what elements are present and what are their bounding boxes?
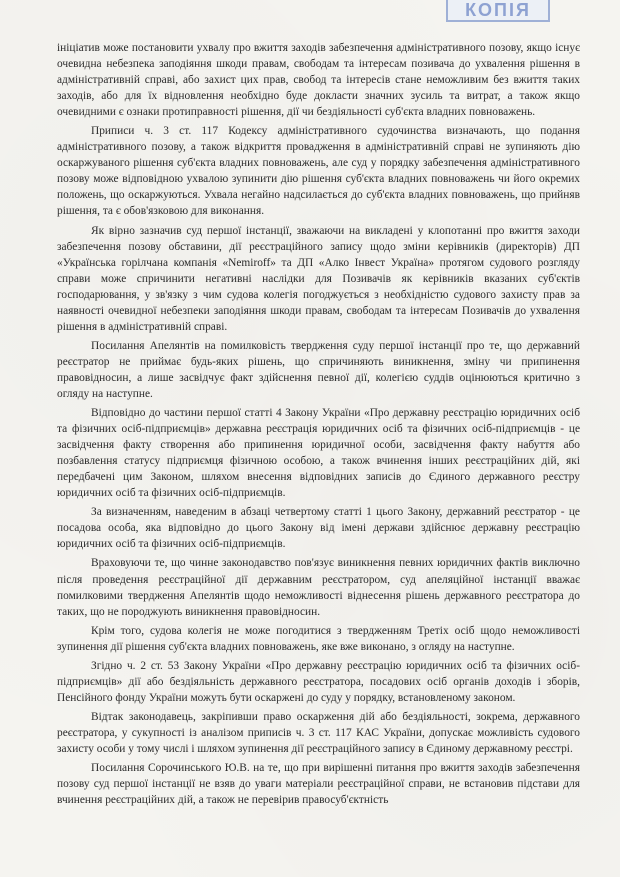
- copy-stamp: КОПІЯ: [446, 0, 550, 22]
- paragraph-4: Посилання Апелянтів на помилковість твердження суду першої інстанції про те, що державний реєстратор не приймає будь-яких рішень, що спричиняють виникнення, зміну чи припинення правовідносин, а лише засвідчує факт здійснення певної дії, колегією суддів оцінюються критично з огляду на наступне.: [57, 339, 580, 400]
- paragraph-3: Як вірно зазначив суд першої інстанції, зважаючи на викладені у клопотанні про вжиття заходи забезпечення позову обставини, дії реєстраційного запису щодо зміни керівників (директорів) ДП «Українська горілчана компанія «Nemiroff» та ДП «Алко Інвест Україна» протягом судового розгляду справи може спричинити негативні наслідки для Позивачів як керівників вказаних суб'єктів господарювання, у зв'язку з чим судова колегія погоджується з необхідністю судового захисту прав за наявності очевидної небезпеки заподіяння шкоди правам, свободам та інтересам Позивачів до ухвалення рішення в адміністративній справі.: [57, 224, 580, 333]
- paragraph-11: Посилання Сорочинського Ю.В. на те, що при вирішенні питання про вжиття заходів забезпечення позову суд першої інстанції не взяв до уваги матеріали реєстраційної справи, не встановив підстави для вчинення реєстраційних дій, а також не перевірив правосуб'єктність: [57, 762, 580, 807]
- paragraph-7: Враховуючи те, що чинне законодавство пов'язує виникнення певних юридичних фактів виключно після проведення реєстраційної дії державним реєстратором, суд апеляційної інстанції вважає помилковими твердження Апелянтів щодо неможливості віднесення рішень державного реєстратора до таких, що не породжують виникнення правовідносин.: [57, 557, 580, 618]
- paragraph-8: Крім того, судова колегія не може погодитися з твердженням Третіх осіб щодо неможливості зупинення дії рішення суб'єкта владних повноважень, яке вже виконано, з огляду на наступне.: [57, 624, 580, 653]
- paragraph-6: За визначенням, наведеним в абзаці четвертому статті 1 цього Закону, державний реєстратор - це посадова особа, яка відповідно до цього Закону від імені держави здійснює державну реєстрацію юридичних осіб та фізичних осіб-підприємців.: [57, 506, 580, 551]
- paragraph-5: Відповідно до частини першої статті 4 Закону України «Про державну реєстрацію юридичних осіб та фізичних осіб-підприємців» державна реєстрація юридичних осіб та фізичних осіб-підприємців - це засвідчення факту створення або припинення юридичної особи, засвідчення факту набуття або позбавлення статусу підприємця фізичною особою, а також вчинення інших реєстраційних дій, які передбачені цим Законом, шляхом внесення відповідних записів до Єдиного державного реєстру юридичних осіб та фізичних осіб-підприємців.: [57, 407, 580, 500]
- paragraph-1: ініціатив може постановити ухвалу про вжиття заходів забезпечення адміністративного позову, якщо існує очевидна небезпека заподіяння шкоди правам, свободам та інтересам позивача до ухвалення рішення в адміністративній справі, або захист цих прав, свобод та інтересів стане неможливим без вжиття таких заходів, або для їх відновлення необхідно буде докласти значних зусиль та витрат, а також якщо очевидними є ознаки протиправності рішення, дії чи бездіяльності суб'єкта владних повноважень.: [57, 42, 580, 119]
- document-body: [57, 40, 580, 808]
- paragraph-2: Приписи ч. 3 ст. 117 Кодексу адміністративного судочинства визначають, що подання адміністративного позову, а також відкриття провадження в адміністративній справі не зупиняють дію оскаржуваного рішення суб'єкта владних повноважень, але суд у порядку забезпечення адміністративного позову може відповідною ухвалою зупинити дію рішення суб'єкта владних повноважень чи його окремих положень, що оскаржуються. Ухвала негайно надсилається до суб'єкта владних повноважень, що прийняв рішення, та є обов'язковою для виконання.: [57, 125, 580, 218]
- paragraph-9: Згідно ч. 2 ст. 53 Закону України «Про державну реєстрацію юридичних осіб та фізичних осіб-підприємців» дії або бездіяльність державного реєстратора, посадових осіб органів доходів і зборів, Пенсійного фонду України можуть бути оскаржені до суду у порядку, встановленому законом.: [57, 659, 580, 704]
- paragraph-10: Відтак законодавець, закріпивши право оскарження дій або бездіяльності, зокрема, державного реєстратора, у сукупності із аналізом приписів ч. 3 ст. 117 КАС України, допускає можливість судового захисту особи у тому числі і шляхом зупинення дії реєстраційного запису в Єдиному державному реєстрі.: [57, 710, 580, 755]
